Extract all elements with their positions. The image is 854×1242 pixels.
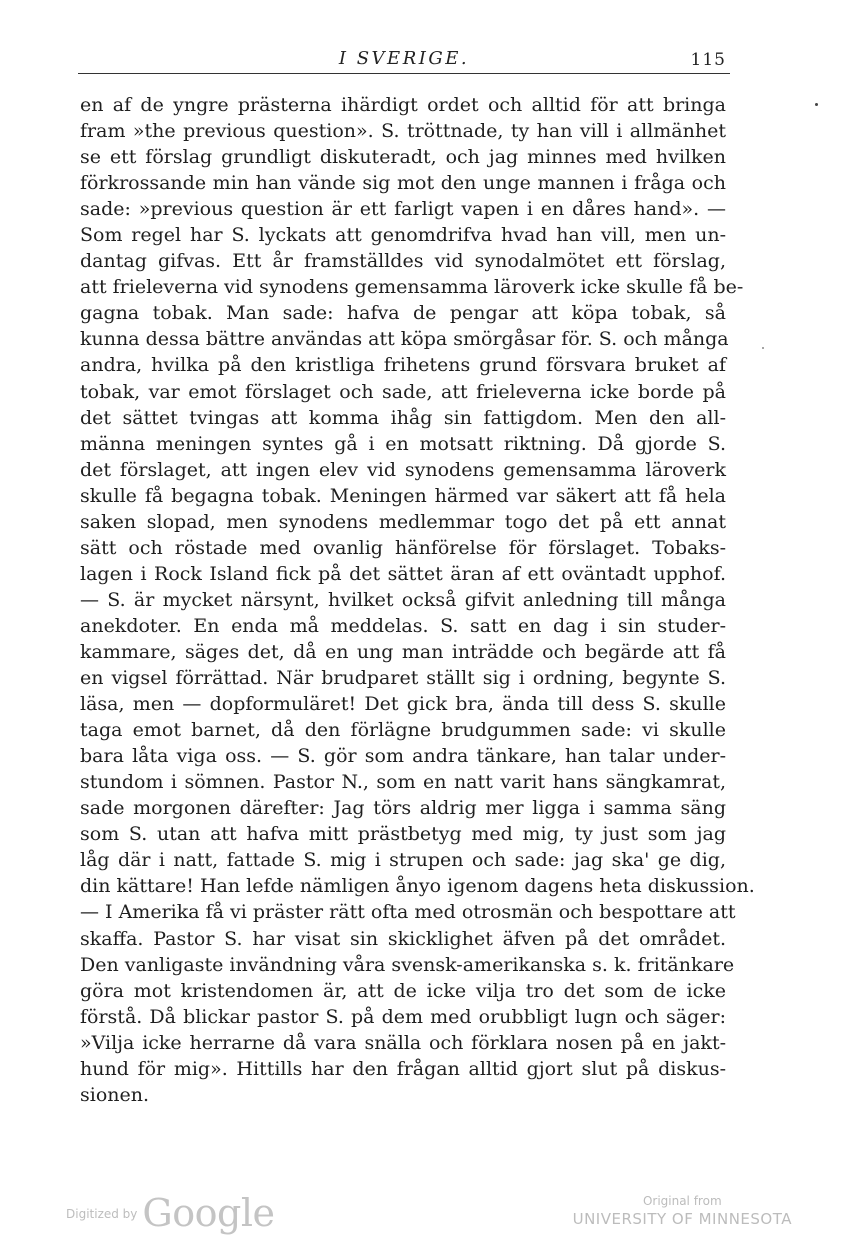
margin-speck (815, 103, 818, 106)
text-line: sätt och röstade med ovanlig hänförelse för förslaget. Tobaks- (80, 536, 726, 559)
university-label: UNIVERSITY OF MINNESOTA (572, 1210, 792, 1228)
text-line: läsa, men — dopformuläret! Det gick bra, ända till dess S. skulle (80, 693, 726, 716)
text-line: sade: »previous question är ett farligt vapen i en dåres hand». — (80, 198, 726, 221)
text-line: hund för mig». Hittills har den frågan alltid gjort slut på diskus- (80, 1057, 726, 1080)
text-line: som S. utan att hafva mitt prästbetyg med mig, ty just som jag (80, 823, 726, 846)
text-line: bara låta viga oss. — S. gör som andra tänkare, han talar under- (80, 745, 726, 768)
google-logo: Google (142, 1191, 275, 1235)
text-line: förstå. Då blickar pastor S. på dem med orubbligt lugn och säger: (80, 1005, 726, 1028)
header-rule (78, 73, 730, 74)
text-line: sade morgonen därefter: Jag törs aldrig mer ligga i samma säng (80, 797, 726, 820)
text-line: stundom i sömnen. Pastor N., som en natt varit hans sängkamrat, (80, 771, 726, 794)
digitized-by-label: Digitized by (66, 1207, 138, 1221)
text-line: andra, hvilka på den kristliga frihetens grund försvara bruket af (80, 354, 726, 377)
text-line: det sättet tvingas att komma ihåg sin fattigdom. Men den all- (80, 406, 726, 429)
original-from-watermark (573, 1194, 792, 1228)
text-line: lagen i Rock Island fick på det sättet äran af ett oväntadt upphof. (80, 562, 726, 585)
text-line: skaffa. Pastor S. har visat sin skicklighet äfven på det området. (80, 927, 726, 950)
text-line: »Vilja icke herrarne då vara snälla och förklara nosen på en jakt- (80, 1031, 726, 1054)
text-line: anekdoter. En enda må meddelas. S. satt en dag i sin studer- (80, 614, 726, 637)
text-line: saken slopad, men synodens medlemmar togo det på ett annat (80, 510, 726, 533)
text-line: förkrossande min han vände sig mot den unge mannen i fråga och (80, 172, 726, 195)
text-line: tobak, var emot förslaget och sade, att frieleverna icke borde på (80, 380, 726, 403)
text-line: gagna tobak. Man sade: hafva de pengar att köpa tobak, så (80, 302, 726, 325)
text-line: dantag gifvas. Ett år framställdes vid synodalmötet ett förslag, (80, 250, 726, 273)
running-title: I SVERIGE. (338, 48, 470, 69)
text-line: en af de yngre prästerna ihärdigt ordet och alltid för att bringa (80, 94, 726, 116)
text-line: skulle få begagna tobak. Meningen härmed var säkert att få hela (80, 484, 726, 507)
text-line: männa meningen syntes gå i en motsatt riktning. Då gjorde S. (80, 432, 726, 455)
text-line: kunna dessa bättre användas att köpa smörgåsar för. S. och många (80, 328, 729, 351)
text-line: se ett förslag grundligt diskuteradt, och jag minnes med hvilken (80, 146, 726, 169)
text-line: kammare, säges det, då en ung man inträdde och begärde att få (80, 640, 726, 663)
text-line: låg där i natt, fattade S. mig i strupen och sade: jag ska' ge dig, (80, 849, 726, 872)
text-line: en vigsel förrättad. När brudparet ställt sig i ordning, begynte S. (80, 667, 726, 690)
text-line: Som regel har S. lyckats att genomdrifva hvad han vill, men un- (80, 224, 726, 247)
text-line: att frieleverna vid synodens gemensamma läroverk icke skulle få be- (80, 276, 744, 299)
margin-speck (762, 347, 764, 349)
page-number: 115 (690, 50, 726, 70)
text-line: din kättare! Han lefde nämligen ånyo igenom dagens heta diskussion. (80, 875, 755, 898)
running-header (78, 48, 730, 72)
text-line: sionen. (80, 1083, 150, 1106)
original-from-label: Original from (642, 1194, 722, 1208)
text-line: — S. är mycket närsynt, hvilket också gifvit anledning till många (80, 588, 726, 611)
text-line: — I Amerika få vi präster rätt ofta med otrosmän och bespottare att (80, 901, 736, 924)
text-line: Den vanligaste invändning våra svensk-amerikanska s. k. fritänkare (80, 953, 735, 976)
text-line: taga emot barnet, då den förlägne brudgummen sade: vi skulle (80, 719, 726, 742)
text-line: det förslaget, att ingen elev vid synodens gemensamma läroverk (80, 458, 726, 481)
text-line: göra mot kristendomen är, att de icke vilja tro det som de icke (80, 979, 726, 1002)
digitized-by-google-watermark (66, 1182, 275, 1235)
body-text (80, 92, 755, 1108)
text-line: fram »the previous question». S. tröttnade, ty han vill i allmänhet (80, 120, 726, 143)
